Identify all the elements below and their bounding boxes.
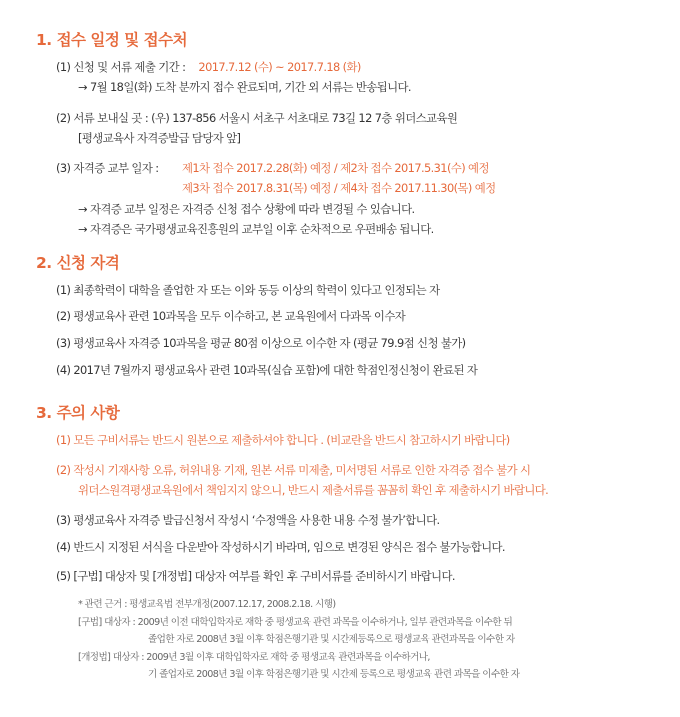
submission-period-value: 2017.7.12 (수) ~ 2017.7.18 (화) xyxy=(198,60,361,74)
qualification-item-3: (3) 평생교육사 자격증 10과목을 평균 80점 이상으로 이수한 자 (평균 79.9점 신청 불가) xyxy=(56,336,466,350)
qualification-item-2: (2) 평생교육사 관련 10과목을 모두 이수하고, 본 교육원에서 다과목 이수자 xyxy=(56,309,406,323)
old-law-target-line1: [구법] 대상자 : 2009년 이전 대학입학자로 재학 중 평생교육 관련 과목을 이수하거나, 일부 관련과목을 이수한 뒤 xyxy=(78,617,513,628)
old-law-target-line2: 졸업한 자로 2008년 3월 이후 학점은행기관 및 시간제등록으로 평생교육 관련과목을 이수한 자 xyxy=(148,634,515,645)
issue-note2: → 자격증은 국가평생교육진흥원의 교부일 이후 순차적으로 우편배송 됩니다. xyxy=(78,222,434,236)
mailing-recipient: [평생교육사 자격증발급 담당자 앞] xyxy=(78,131,241,145)
caution-item-5: (5) [구법] 대상자 및 [개정법] 대상자 여부를 확인 후 구비서류를 준비하시기 바랍니다. xyxy=(56,569,455,583)
issue-date-label: (3) 자격증 교부 일자 : xyxy=(56,161,159,175)
legal-basis: * 관련 근거 : 평생교육법 전부개정(2007.12.17, 2008.2.18. 시행) xyxy=(78,599,336,610)
submission-period-note: → 7월 18일(화) 도착 분까지 접수 완료되며, 기간 외 서류는 반송됩니다. xyxy=(78,80,411,94)
caution-item-2-line1: (2) 작성시 기재사항 오류, 허위내용 기재, 원본 서류 미제출, 미서명된 서류로 인한 자격증 접수 불가 시 xyxy=(56,463,531,477)
section1-title: 1. 접수 일정 및 접수처 xyxy=(36,31,188,49)
caution-item-4: (4) 반드시 지정된 서식을 다운받아 작성하시기 바라며, 임으로 변경된 양식은 접수 불가능합니다. xyxy=(56,540,505,554)
section2-title: 2. 신청 자격 xyxy=(36,254,120,272)
new-law-target-line1: [개정법] 대상자 : 2009년 3월 이후 대학입학자로 재학 중 평생교육 관련과목을 이수하거나, xyxy=(78,652,430,663)
qualification-item-1: (1) 최종학력이 대학을 졸업한 자 또는 이와 동등 이상의 학력이 있다고 인정되는 자 xyxy=(56,283,440,297)
section1-item1 xyxy=(56,56,361,75)
section3-title: 3. 주의 사항 xyxy=(36,404,120,422)
issue-note1: → 자격증 교부 일정은 자격증 신청 접수 상황에 따라 변경될 수 있습니다. xyxy=(78,202,415,216)
caution-item-2-line2: 위더스원격평생교육원에서 책임지지 않으니, 반드시 제출서류를 꼼꼼히 확인 후 제출하시기 바랍니다. xyxy=(78,483,549,497)
submission-period-label: (1) 신청 및 서류 제출 기간 : xyxy=(56,60,186,74)
new-law-target-line2: 기 졸업자로 2008년 3월 이후 학점은행기관 및 시간제 등록으로 평생교육 관련 과목을 이수한 자 xyxy=(148,669,520,680)
mailing-address: (2) 서류 보내실 곳 : (우) 137-856 서울시 서초구 서초대로 73길 12 7층 위더스교육원 xyxy=(56,111,458,125)
qualification-item-4: (4) 2017년 7월까지 평생교육사 관련 10과목(실습 포함)에 대한 학점인정신청이 완료된 자 xyxy=(56,363,478,377)
issue-dates-line2: 제3차 접수 2017.8.31(목) 예정 / 제4차 접수 2017.11.30(목) 예정 xyxy=(182,181,496,195)
issue-dates-line1: 제1차 접수 2017.2.28(화) 예정 / 제2차 접수 2017.5.31(수) 예정 xyxy=(182,161,489,175)
caution-item-1: (1) 모든 구비서류는 반드시 원본으로 제출하셔야 합니다 . (비교란을 반드시 참고하시기 바랍니다) xyxy=(56,433,510,447)
caution-item-3: (3) 평생교육사 자격증 발급신청서 작성시 ‘수정액을 사용한 내용 수정 불가’합니다. xyxy=(56,513,440,527)
